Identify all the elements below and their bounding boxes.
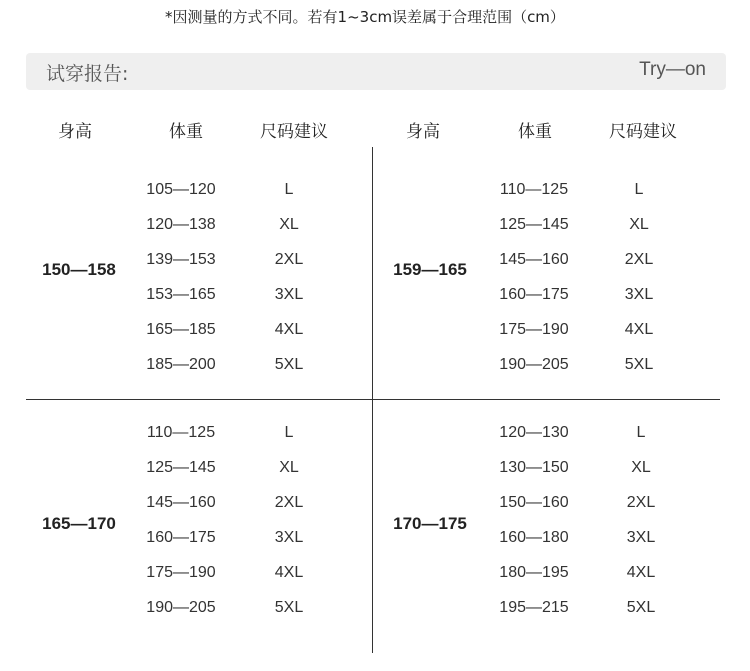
weight-range: 190—205 — [499, 356, 569, 373]
weight-range: 125—145 — [146, 459, 216, 476]
weight-range: 125—145 — [499, 216, 569, 233]
horizontal-divider — [26, 399, 720, 400]
size-recommendation: XL — [279, 216, 299, 233]
weight-range: 120—130 — [499, 424, 569, 441]
height-range: 150—158 — [42, 260, 116, 279]
weight-range: 180—195 — [499, 564, 569, 581]
size-recommendation: 3XL — [274, 286, 304, 303]
size-recommendation: 4XL — [626, 564, 656, 581]
size-recommendation: XL — [629, 216, 649, 233]
size-recommendation: 3XL — [624, 286, 654, 303]
size-recommendation: L — [634, 181, 644, 198]
header-size-left: 尺码建议 — [260, 122, 328, 142]
weight-range: 195—215 — [499, 599, 569, 616]
vertical-divider — [372, 147, 373, 653]
header-size-right: 尺码建议 — [609, 122, 677, 142]
weight-range: 120—138 — [146, 216, 216, 233]
header-weight-right: 体重 — [518, 122, 552, 142]
size-recommendation: 2XL — [274, 251, 304, 268]
size-recommendation: L — [636, 424, 646, 441]
size-recommendation: 4XL — [274, 564, 304, 581]
weight-range: 110—125 — [499, 181, 569, 198]
size-recommendation: L — [284, 424, 294, 441]
header-height-right: 身高 — [406, 122, 440, 142]
size-recommendation: 3XL — [274, 529, 304, 546]
size-recommendation: 5XL — [626, 599, 656, 616]
size-recommendation: 4XL — [274, 321, 304, 338]
weight-range: 190—205 — [146, 599, 216, 616]
weight-range: 150—160 — [499, 494, 569, 511]
header-height-left: 身高 — [58, 122, 92, 142]
weight-range: 145—160 — [499, 251, 569, 268]
size-recommendation: 5XL — [274, 356, 304, 373]
size-recommendation: XL — [631, 459, 651, 476]
weight-range: 185—200 — [146, 356, 216, 373]
weight-range: 139—153 — [146, 251, 216, 268]
weight-range: 105—120 — [146, 181, 216, 198]
size-recommendation: 2XL — [624, 251, 654, 268]
measurement-note: *因测量的方式不同。若有1~3cm误差属于合理范围（cm） — [165, 8, 565, 26]
height-range: 170—175 — [393, 514, 467, 533]
size-recommendation: L — [284, 181, 294, 198]
weight-range: 130—150 — [499, 459, 569, 476]
weight-range: 145—160 — [146, 494, 216, 511]
weight-range: 110—125 — [146, 424, 216, 441]
height-range: 165—170 — [42, 514, 116, 533]
weight-range: 165—185 — [146, 321, 216, 338]
report-title: 试穿报告: — [46, 63, 129, 85]
height-range: 159—165 — [393, 260, 467, 279]
report-bar — [26, 53, 726, 90]
weight-range: 175—190 — [146, 564, 216, 581]
header-weight-left: 体重 — [169, 122, 203, 142]
weight-range: 160—175 — [499, 286, 569, 303]
report-subtitle: Try—on — [639, 59, 706, 80]
weight-range: 160—175 — [146, 529, 216, 546]
size-recommendation: 3XL — [626, 529, 656, 546]
size-recommendation: 2XL — [274, 494, 304, 511]
size-recommendation: XL — [279, 459, 299, 476]
size-recommendation: 4XL — [624, 321, 654, 338]
size-recommendation: 2XL — [626, 494, 656, 511]
size-recommendation: 5XL — [624, 356, 654, 373]
weight-range: 160—180 — [499, 529, 569, 546]
weight-range: 153—165 — [146, 286, 216, 303]
weight-range: 175—190 — [499, 321, 569, 338]
size-recommendation: 5XL — [274, 599, 304, 616]
